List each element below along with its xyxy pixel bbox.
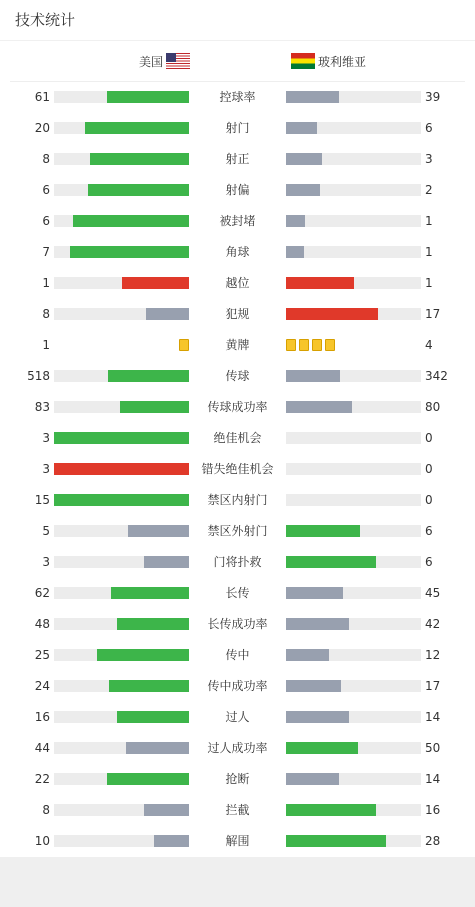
stat-row [0, 183, 475, 197]
home-value: 62 [34, 586, 50, 600]
away-value: 4 [425, 338, 433, 352]
stat-label: 犯规 [225, 307, 250, 321]
away-bar-track [286, 184, 421, 196]
home-bar-fill [154, 835, 189, 847]
away-value: 28 [425, 834, 441, 848]
away-bar-track [286, 153, 421, 165]
away-bar-track [286, 618, 421, 630]
home-value: 20 [34, 121, 50, 135]
stat-row [0, 586, 475, 600]
stat-label: 抢断 [225, 772, 250, 786]
stat-row [0, 648, 475, 662]
away-yellow-cards [286, 338, 335, 352]
away-value: 342 [425, 369, 448, 383]
stat-label: 被封堵 [219, 214, 256, 228]
stat-row [0, 834, 475, 848]
away-bar-fill [286, 308, 378, 320]
away-bar-fill [286, 711, 349, 723]
home-bar-fill [70, 246, 189, 258]
home-value: 1 [42, 276, 50, 290]
away-bar-track [286, 432, 421, 444]
away-bar-fill [286, 246, 304, 258]
home-value: 3 [42, 462, 50, 476]
stat-row [0, 121, 475, 135]
away-bar-fill [286, 618, 349, 630]
home-bar-fill [73, 215, 189, 227]
home-bar-fill [117, 618, 189, 630]
away-team-name: 玻利维亚 [318, 54, 367, 69]
home-value: 8 [42, 803, 50, 817]
home-bar-track [54, 804, 189, 816]
stat-label: 错失绝佳机会 [201, 462, 274, 476]
away-bar-track [286, 215, 421, 227]
home-bar-fill [88, 184, 189, 196]
home-value: 8 [42, 152, 50, 166]
stat-label: 禁区内射门 [207, 493, 268, 507]
away-bar-fill [286, 742, 358, 754]
stat-row [0, 741, 475, 755]
stat-label: 控球率 [219, 90, 256, 104]
home-value: 6 [42, 214, 50, 228]
home-bar-track [54, 773, 189, 785]
away-bar-fill [286, 835, 386, 847]
home-bar-track [54, 463, 189, 475]
home-bar-track [54, 370, 189, 382]
stat-row [0, 90, 475, 104]
away-bar-fill [286, 153, 322, 165]
home-bar-fill [109, 680, 189, 692]
stat-label: 长传 [225, 586, 250, 600]
away-value: 6 [425, 524, 433, 538]
away-bar-track [286, 277, 421, 289]
home-bar-track [54, 835, 189, 847]
home-value: 3 [42, 431, 50, 445]
home-value: 1 [42, 338, 50, 352]
away-value: 39 [425, 90, 441, 104]
home-bar-track [54, 184, 189, 196]
stat-row [0, 617, 475, 631]
home-value: 61 [34, 90, 50, 104]
yellow-card-icon [312, 339, 322, 351]
stat-label: 传球 [225, 369, 250, 383]
page-title: 技术统计 [15, 11, 76, 29]
home-bar-track [54, 680, 189, 692]
away-bar-track [286, 556, 421, 568]
away-value: 16 [425, 803, 441, 817]
away-value: 14 [425, 772, 441, 786]
stat-label: 角球 [225, 245, 250, 259]
home-bar-fill [54, 463, 189, 475]
home-bar-track [54, 494, 189, 506]
home-bar-fill [97, 649, 189, 661]
home-bar-fill [117, 711, 189, 723]
home-bar-track [54, 91, 189, 103]
home-bar-fill [144, 804, 189, 816]
away-value: 42 [425, 617, 441, 631]
stat-row [0, 152, 475, 166]
home-value: 24 [34, 679, 50, 693]
away-bar-fill [286, 401, 352, 413]
yellow-card-icon [325, 339, 335, 351]
home-bar-fill [108, 370, 189, 382]
away-value: 3 [425, 152, 433, 166]
away-bar-fill [286, 215, 305, 227]
stat-row [0, 400, 475, 414]
home-bar-track [54, 587, 189, 599]
home-value: 16 [34, 710, 50, 724]
home-bar-track [54, 122, 189, 134]
home-bar-track [54, 401, 189, 413]
stat-row [0, 338, 475, 352]
away-value: 1 [425, 214, 433, 228]
divider [10, 81, 465, 82]
away-value: 6 [425, 555, 433, 569]
away-bar-track [286, 525, 421, 537]
away-bar-track [286, 122, 421, 134]
home-value: 25 [34, 648, 50, 662]
away-bar-track [286, 308, 421, 320]
away-team [291, 53, 366, 69]
home-team [139, 53, 190, 69]
stat-label: 绝佳机会 [213, 431, 262, 445]
home-bar-fill [146, 308, 189, 320]
away-bar-track [286, 835, 421, 847]
away-bar-fill [286, 773, 339, 785]
away-value: 17 [425, 679, 441, 693]
away-value: 0 [425, 462, 433, 476]
home-yellow-cards [179, 338, 189, 352]
usa-flag-icon [166, 53, 190, 69]
home-bar-track [54, 711, 189, 723]
divider [0, 40, 475, 41]
away-bar-track [286, 370, 421, 382]
home-bar-track [54, 618, 189, 630]
away-bar-fill [286, 680, 341, 692]
away-bar-track [286, 680, 421, 692]
stat-row [0, 245, 475, 259]
home-value: 7 [42, 245, 50, 259]
away-bar-track [286, 401, 421, 413]
away-value: 0 [425, 431, 433, 445]
away-bar-fill [286, 525, 360, 537]
away-bar-track [286, 587, 421, 599]
stat-label: 射偏 [225, 183, 250, 197]
away-bar-track [286, 742, 421, 754]
bolivia-flag-icon [291, 53, 315, 69]
home-bar-track [54, 277, 189, 289]
away-bar-fill [286, 370, 340, 382]
away-value: 6 [425, 121, 433, 135]
home-bar-track [54, 525, 189, 537]
home-value: 8 [42, 307, 50, 321]
home-value: 10 [34, 834, 50, 848]
home-value: 83 [34, 400, 50, 414]
away-bar-fill [286, 649, 329, 661]
away-bar-track [286, 494, 421, 506]
away-bar-track [286, 649, 421, 661]
yellow-card-icon [179, 339, 189, 351]
stat-row [0, 679, 475, 693]
home-value: 5 [42, 524, 50, 538]
home-value: 48 [34, 617, 50, 631]
stat-row [0, 710, 475, 724]
home-team-name: 美国 [138, 54, 163, 69]
away-value: 1 [425, 276, 433, 290]
home-bar-track [54, 432, 189, 444]
away-value: 50 [425, 741, 441, 755]
home-value: 518 [27, 369, 50, 383]
home-value: 15 [34, 493, 50, 507]
home-bar-track [54, 215, 189, 227]
away-bar-fill [286, 556, 376, 568]
home-value: 44 [34, 741, 50, 755]
yellow-card-icon [299, 339, 309, 351]
stat-label: 长传成功率 [207, 617, 268, 631]
home-bar-track [54, 649, 189, 661]
stat-row [0, 214, 475, 228]
home-bar-track [54, 246, 189, 258]
home-value: 3 [42, 555, 50, 569]
home-bar-track [54, 556, 189, 568]
away-bar-track [286, 246, 421, 258]
away-value: 80 [425, 400, 441, 414]
home-value: 22 [34, 772, 50, 786]
away-bar-track [286, 773, 421, 785]
stat-label: 过人 [225, 710, 250, 724]
home-bar-track [54, 153, 189, 165]
stat-label: 传球成功率 [207, 400, 268, 414]
away-bar-fill [286, 122, 317, 134]
away-value: 2 [425, 183, 433, 197]
away-bar-track [286, 804, 421, 816]
stat-row [0, 524, 475, 538]
stat-label: 传中 [225, 648, 250, 662]
stat-row [0, 555, 475, 569]
stat-row [0, 772, 475, 786]
home-bar-fill [128, 525, 189, 537]
home-bar-fill [107, 91, 189, 103]
home-bar-fill [90, 153, 189, 165]
home-bar-fill [144, 556, 189, 568]
stat-label: 黄牌 [225, 338, 250, 352]
home-value: 6 [42, 183, 50, 197]
away-value: 45 [425, 586, 441, 600]
stat-label: 传中成功率 [207, 679, 268, 693]
home-bar-track [54, 308, 189, 320]
away-bar-fill [286, 804, 376, 816]
away-bar-fill [286, 277, 354, 289]
stat-row [0, 462, 475, 476]
away-value: 17 [425, 307, 441, 321]
away-value: 1 [425, 245, 433, 259]
home-bar-fill [54, 494, 189, 506]
stat-label: 门将扑救 [213, 555, 262, 569]
stat-row [0, 493, 475, 507]
away-value: 14 [425, 710, 441, 724]
stat-row [0, 307, 475, 321]
stat-row [0, 803, 475, 817]
away-bar-fill [286, 91, 339, 103]
stat-row [0, 369, 475, 383]
home-bar-fill [107, 773, 189, 785]
home-bar-track [54, 742, 189, 754]
away-bar-fill [286, 184, 320, 196]
away-bar-track [286, 711, 421, 723]
away-value: 12 [425, 648, 441, 662]
stat-label: 射正 [225, 152, 250, 166]
away-value: 0 [425, 493, 433, 507]
stat-label: 禁区外射门 [207, 524, 268, 538]
stat-label: 拦截 [225, 803, 250, 817]
home-bar-fill [122, 277, 190, 289]
stat-label: 射门 [225, 121, 250, 135]
stat-row [0, 431, 475, 445]
home-bar-fill [85, 122, 189, 134]
home-bar-fill [126, 742, 189, 754]
home-bar-fill [120, 401, 189, 413]
stat-label: 解围 [225, 834, 250, 848]
home-bar-fill [54, 432, 189, 444]
away-bar-track [286, 91, 421, 103]
stat-row [0, 276, 475, 290]
yellow-card-icon [286, 339, 296, 351]
home-bar-fill [111, 587, 189, 599]
away-bar-track [286, 463, 421, 475]
away-bar-fill [286, 587, 343, 599]
stat-label: 过人成功率 [207, 741, 268, 755]
stat-label: 越位 [225, 276, 250, 290]
